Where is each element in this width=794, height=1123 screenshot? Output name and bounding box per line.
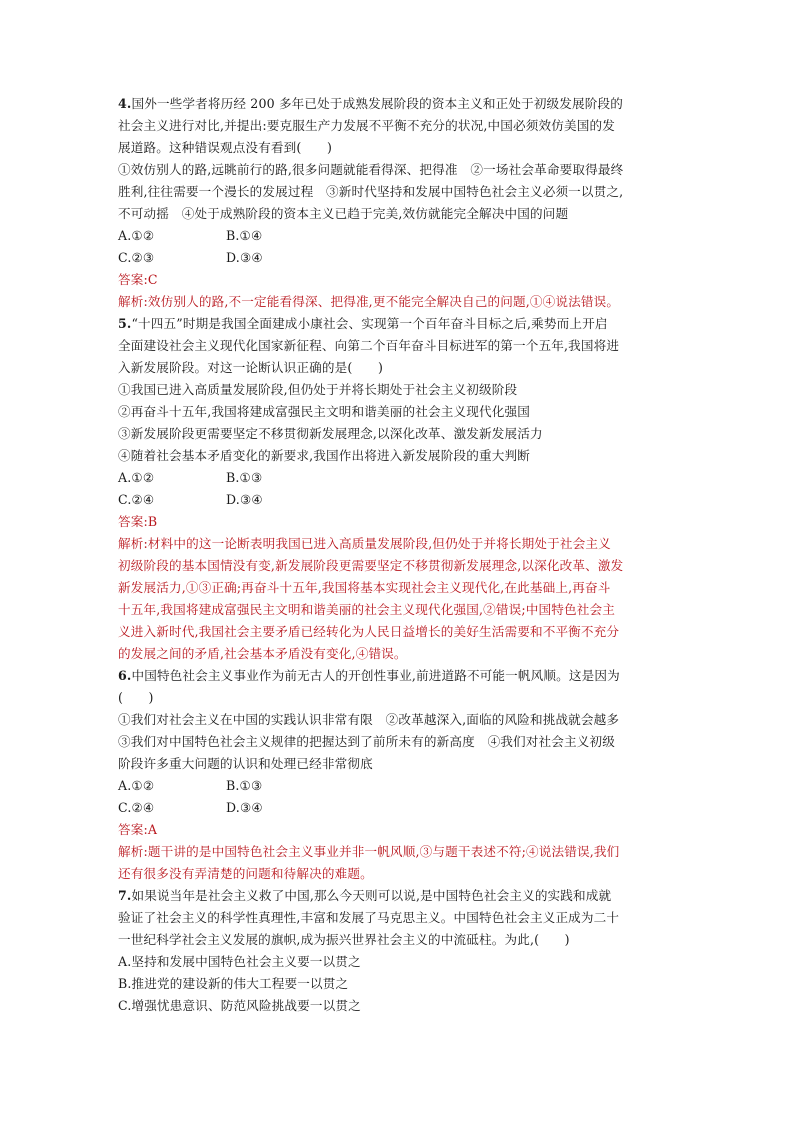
- analysis-label: 解析:: [118, 294, 148, 309]
- choice-a: A.①②: [118, 470, 155, 485]
- analysis-line: 解析:材料中的这一论断表明我国已进入高质量发展阶段,但仍处于并将长期处于社会主义: [118, 536, 611, 551]
- choice-c: C.②③: [118, 250, 155, 265]
- option-line: 胜利,往往需要一个漫长的发展过程 ③新时代坚持和发展中国特色社会主义必须一以贯之,: [118, 184, 624, 199]
- question-stem-line: 7.如果说当年是社会主义救了中国,那么今天则可以说,是中国特色社会主义的实践和成就: [118, 888, 612, 903]
- choice-row: [118, 225, 684, 247]
- option-line: 不可动摇 ④处于成熟阶段的资本主义已趋于完美,效仿就能完全解决中国的问题: [118, 206, 569, 221]
- question-number: 4.: [118, 96, 132, 111]
- choice-c: C.增强忧患意识、防范风险挑战要一以贯之: [118, 998, 361, 1013]
- question-stem-line: 入新发展阶段。对这一论断认识正确的是( ): [118, 360, 384, 375]
- answer-label: 答案:: [118, 272, 148, 287]
- option-line: ①我国已进入高质量发展阶段,但仍处于并将长期处于社会主义初级阶段: [118, 382, 518, 397]
- option-line: ②再奋斗十五年,我国将建成富强民主文明和谐美丽的社会主义现代化强国: [118, 404, 530, 419]
- analysis-line: 解析:效仿别人的路,不一定能看得深、把得准,更不能完全解决自己的问题,①④说法错误。: [118, 294, 620, 309]
- choice-d: D.③④: [226, 492, 263, 507]
- choice-b: B.推进党的建设新的伟大工程要一以贯之: [118, 976, 349, 991]
- choice-c: C.②④: [118, 492, 155, 507]
- question-stem-line: 社会主义进行对比,并提出:要克服生产力发展不平衡不充分的状况,中国必须效仿美国的发: [118, 118, 615, 133]
- question-number: 5.: [118, 316, 132, 331]
- analysis-label: 解析:: [118, 844, 148, 859]
- document-page: [118, 93, 684, 1017]
- analysis-line: 初级阶段的基本国情没有变,新发展阶段更需要坚定不移贯彻新发展理念,以深化改革、激发: [118, 558, 624, 573]
- choice-row: [118, 775, 684, 797]
- question-6: [118, 665, 684, 885]
- analysis-line: 的发展之间的矛盾,社会基本矛盾没有变化,④错误。: [118, 646, 407, 661]
- question-5: [118, 313, 684, 665]
- analysis-line: 还有很多没有弄清楚的问题和待解决的难题。: [118, 866, 373, 881]
- analysis-line: 十五年,我国将建成富强民主文明和谐美丽的社会主义现代化强国,②错误;中国特色社会主: [118, 602, 615, 617]
- question-stem-line: 一世纪科学社会主义发展的旗帜,成为振兴世界社会主义的中流砥柱。为此,( ): [118, 932, 570, 947]
- choice-row: [118, 467, 684, 489]
- analysis-line: 新发展活力,①③正确;再奋斗十五年,我国将基本实现社会主义现代化,在此基础上,再奋斗: [118, 580, 611, 595]
- option-line: 阶段许多重大问题的认识和处理已经非常彻底: [118, 756, 373, 771]
- answer-value: A: [147, 822, 158, 837]
- answer-value: C: [147, 272, 158, 287]
- question-7: [118, 885, 684, 1017]
- choice-b: B.①③: [226, 470, 263, 485]
- option-line: ③我们对中国特色社会主义规律的把握达到了前所未有的新高度 ④我们对社会主义初级: [118, 734, 616, 749]
- choice-a: A.坚持和发展中国特色社会主义要一以贯之: [118, 954, 361, 969]
- question-stem-line: ( ): [118, 690, 154, 705]
- choice-row: [118, 797, 684, 819]
- answer-value: B: [147, 514, 158, 529]
- question-stem-line: 验证了社会主义的科学性真理性,丰富和发展了马克思主义。中国特色社会主义正成为二十: [118, 910, 620, 925]
- choice-a: A.①②: [118, 778, 155, 793]
- answer-line: [118, 819, 684, 841]
- choice-b: B.①④: [226, 228, 263, 243]
- choice-d: D.③④: [226, 800, 263, 815]
- question-stem-line: 展道路。这种错误观点没有看到( ): [118, 140, 333, 155]
- choice-b: B.①③: [226, 778, 263, 793]
- answer-line: [118, 511, 684, 533]
- option-line: ④随着社会基本矛盾变化的新要求,我国作出将进入新发展阶段的重大判断: [118, 448, 530, 463]
- question-number: 7.: [118, 888, 132, 903]
- answer-label: 答案:: [118, 514, 148, 529]
- analysis-line: 义进入新时代,我国社会主要矛盾已经转化为人民日益增长的美好生活需要和不平衡不充分: [118, 624, 620, 639]
- question-number: 6.: [118, 668, 132, 683]
- option-line: ①我们对社会主义在中国的实践认识非常有限 ②改革越深入,面临的风险和挑战就会越多: [118, 712, 620, 727]
- option-line: ①效仿别人的路,远眺前行的路,很多问题就能看得深、把得准 ②一场社会革命要取得最终: [118, 162, 624, 177]
- choice-row: [118, 247, 684, 269]
- answer-label: 答案:: [118, 822, 148, 837]
- analysis-line: 解析:题干讲的是中国特色社会主义事业并非一帆风顺,③与题干表述不符;④说法错误,我们: [118, 844, 620, 859]
- answer-line: [118, 269, 684, 291]
- analysis-label: 解析:: [118, 536, 148, 551]
- question-4: [118, 93, 684, 313]
- option-line: ③新发展阶段更需要坚定不移贯彻新发展理念,以深化改革、激发新发展活力: [118, 426, 543, 441]
- choice-c: C.②④: [118, 800, 155, 815]
- question-stem-line: 5.“十四五”时期是我国全面建成小康社会、实现第一个百年奋斗目标之后,乘势而上开启: [118, 316, 608, 331]
- question-stem-line: 6.中国特色社会主义事业作为前无古人的开创性事业,前进道路不可能一帆风顺。这是因为: [118, 668, 620, 683]
- choice-a: A.①②: [118, 228, 155, 243]
- question-stem-line: 全面建设社会主义现代化国家新征程、向第二个百年奋斗目标进军的第一个五年,我国将进: [118, 338, 620, 353]
- question-stem-line: 4.国外一些学者将历经 200 多年已处于成熟发展阶段的资本主义和正处于初级发展阶段的: [118, 96, 624, 111]
- choice-d: D.③④: [226, 250, 263, 265]
- choice-row: [118, 489, 684, 511]
